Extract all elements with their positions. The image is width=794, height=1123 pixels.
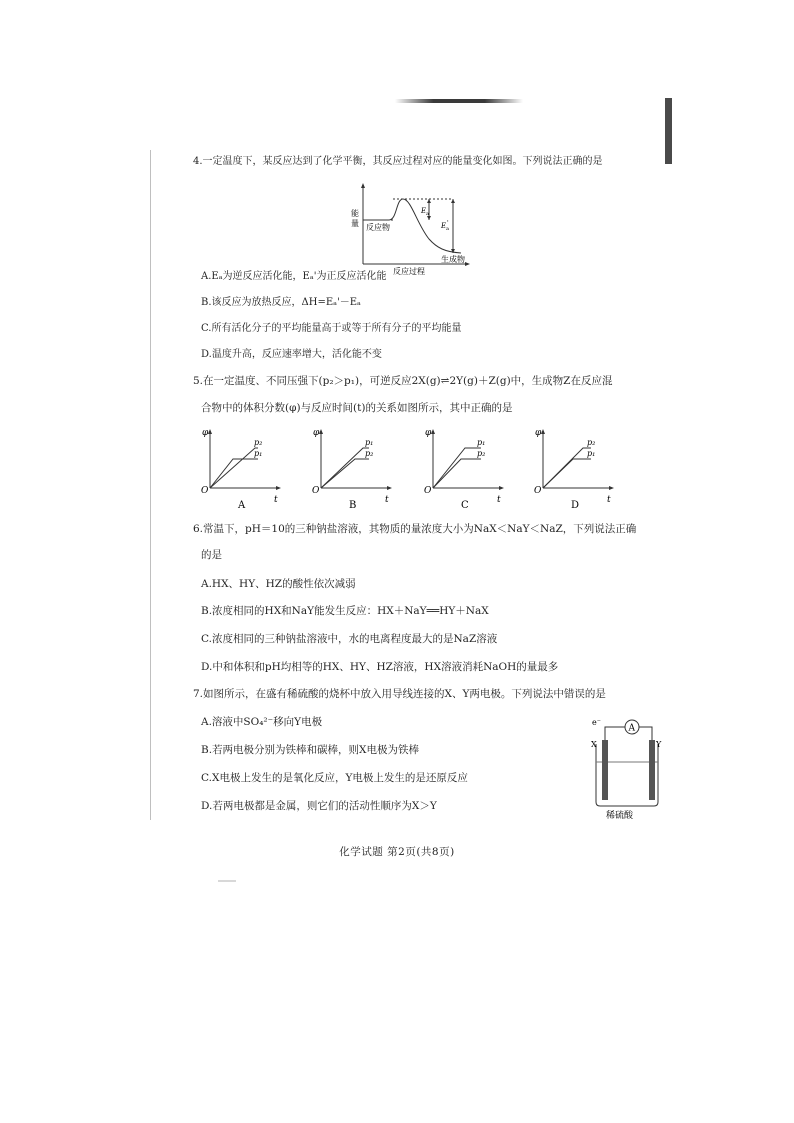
- q6-stem-line2: 的是: [201, 549, 222, 561]
- q5-caption: A: [238, 500, 246, 511]
- q7-electron-label: e⁻: [592, 718, 601, 727]
- q5-graph-c: [423, 426, 507, 512]
- q5-lower-curve: [433, 459, 481, 488]
- q5-graph-b: [311, 426, 395, 512]
- q5-y-label: φ: [535, 428, 542, 438]
- q5-y-arrowhead: [431, 429, 435, 434]
- q5-x-label: t: [385, 495, 389, 505]
- q5-lower-label: p₂: [477, 449, 486, 458]
- q5-x-arrowhead: [609, 486, 614, 490]
- q5-upper-label: p₂: [587, 438, 596, 447]
- q7-x-label: X: [591, 740, 597, 749]
- q6-option-c: C.浓度相同的三种钠盐溶液中，水的电离程度最大的是NaZ溶液: [201, 633, 498, 645]
- q5-graph-d: [533, 426, 617, 512]
- q7-ammeter-label: A: [628, 723, 635, 734]
- q7-electrode-y: [649, 740, 655, 800]
- q5-caption: B: [349, 500, 357, 511]
- q6-option-b: B.浓度相同的HX和NaY能发生反应：HX＋NaY══HY＋NaX: [201, 605, 489, 617]
- q7-option-b: B.若两电极分别为铁棒和碳棒，则X电极为铁棒: [201, 744, 420, 756]
- q4-energy-diagram: [333, 182, 473, 276]
- q5-origin-label: O: [312, 486, 320, 496]
- q7-wire-left: [605, 727, 625, 740]
- q5-x-arrowhead: [387, 486, 392, 490]
- q5-x-label: t: [607, 495, 611, 505]
- q5-y-arrowhead: [319, 429, 323, 434]
- q4-y-label-1: 能: [351, 209, 359, 218]
- q5-x-label: t: [497, 495, 501, 505]
- q5-lower-curve: [321, 459, 369, 488]
- q5-origin-label: O: [201, 486, 209, 496]
- q5-stem-line1: 5.在一定温度、不同压强下(p₂＞p₁)，可逆反应2X(g)⇌2Y(g)＋Z(g)中，生成物Z在反应混: [193, 375, 613, 387]
- q7-option-a: A.溶液中SO₄²⁻移向Y电极: [201, 716, 323, 728]
- q5-x-arrowhead: [499, 486, 504, 490]
- q4-ea-prime-label: E: [441, 222, 447, 230]
- q4-option-b: B.该反应为放热反应，ΔH=Eₐ'－Eₐ: [201, 297, 361, 308]
- q5-lower-curve: [210, 459, 258, 488]
- q4-ea-prime-mark: ': [447, 220, 449, 227]
- q7-stem: 7.如图所示，在盛有稀硫酸的烧杯中放入用导线连接的X、Y两电极。下列说法中错误的是: [193, 688, 606, 700]
- q4-ea-label: E: [421, 207, 427, 215]
- q5-y-arrowhead: [208, 429, 212, 434]
- page-footer: 化学试题 第2页(共8页): [339, 846, 455, 858]
- q5-y-arrowhead: [541, 429, 545, 434]
- q5-stem-line2: 合物中的体积分数(φ)与反应时间(t)的关系如图所示，其中正确的是: [201, 402, 513, 414]
- q5-upper-label: p₂: [254, 438, 263, 447]
- q4-y-label-2: 量: [351, 219, 359, 228]
- q5-graph-a: [200, 426, 284, 512]
- q5-origin-label: O: [424, 486, 432, 496]
- scan-shadow-top: [395, 99, 523, 103]
- q5-upper-label: p₁: [477, 438, 486, 447]
- q4-x-label: 反应过程: [393, 267, 425, 276]
- q5-origin-label: O: [534, 486, 542, 496]
- q4-ea-prime-sub: a: [446, 226, 449, 232]
- q5-caption: C: [461, 500, 469, 511]
- q5-y-label: φ: [425, 428, 432, 438]
- q4-ea-sub: a: [426, 211, 429, 217]
- q5-caption: D: [571, 500, 580, 511]
- q5-x-arrowhead: [276, 486, 281, 490]
- q7-electrolysis-diagram: [588, 716, 668, 820]
- margin-line: [150, 150, 151, 820]
- q7-y-label: Y: [656, 740, 662, 749]
- q4-x-arrowhead: [465, 262, 470, 266]
- q5-upper-curve: [210, 448, 258, 488]
- q4-y-arrowhead: [361, 183, 365, 188]
- q4-option-c: C.所有活化分子的平均能量高于或等于所有分子的平均能量: [201, 323, 462, 334]
- q7-option-c: C.X电极上发生的是氧化反应，Y电极上发生的是还原反应: [201, 772, 468, 784]
- q7-electrode-x: [602, 740, 608, 800]
- q6-option-d: D.中和体积和pH均相等的HX、HY、HZ溶液，HX溶液消耗NaOH的量最多: [201, 661, 559, 673]
- q5-lower-label: p₂: [365, 449, 374, 458]
- q5-lower-label: p₁: [254, 449, 263, 458]
- q4-reactant-label: 反应物: [366, 223, 390, 232]
- q7-wire-right: [639, 727, 652, 740]
- q6-stem-line1: 6.常温下，pH＝10的三种钠盐溶液，其物质的量浓度大小为NaX＜NaY＜NaZ，下列说法正确: [193, 523, 637, 535]
- q5-y-label: φ: [202, 428, 209, 438]
- scan-smudge: [218, 880, 236, 882]
- q5-y-label: φ: [313, 428, 320, 438]
- q4-option-a: A.Eₐ为逆反应活化能，Eₐ'为正反应活化能: [201, 271, 387, 282]
- q4-stem: 4.一定温度下，某反应达到了化学平衡，其反应过程对应的能量变化如图。下列说法正确的是: [193, 156, 603, 167]
- q5-upper-curve: [433, 448, 481, 488]
- scan-shadow-right: [665, 98, 672, 164]
- q5-lower-label: p₁: [587, 449, 596, 458]
- q6-option-a: A.HX、HY、HZ的酸性依次减弱: [201, 578, 356, 590]
- q4-product-label: 生成物: [441, 255, 465, 264]
- q4-option-d: D.温度升高，反应速率增大，活化能不变: [201, 349, 382, 360]
- q5-upper-curve: [543, 448, 591, 488]
- q5-x-label: t: [274, 495, 278, 505]
- q7-option-d: D.若两电极都是金属，则它们的活动性顺序为X＞Y: [201, 800, 437, 812]
- q7-solution-label: 稀硫酸: [606, 811, 634, 820]
- q5-upper-label: p₁: [365, 438, 374, 447]
